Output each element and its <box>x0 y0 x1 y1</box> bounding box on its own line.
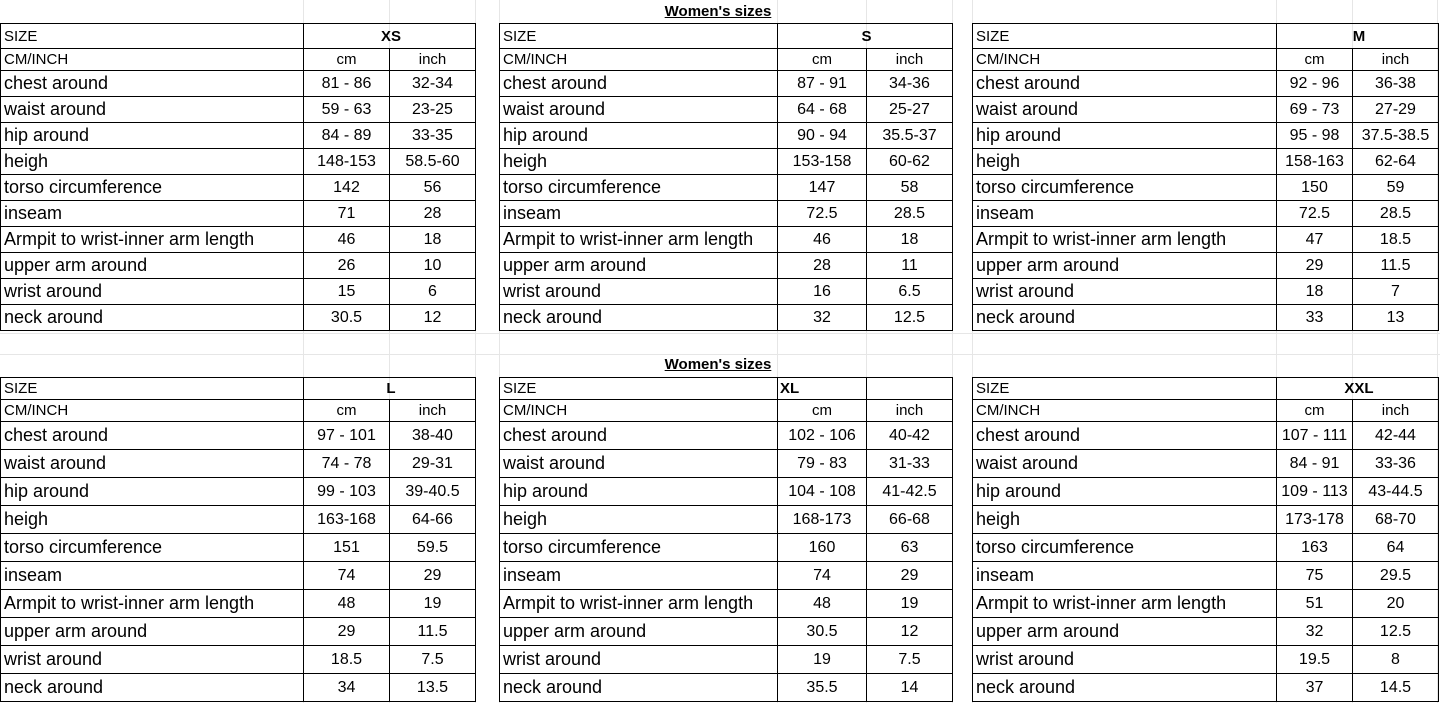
measurement-label: heigh <box>500 149 778 175</box>
size-table-m <box>972 23 1439 331</box>
size-code: XXL <box>1277 378 1439 400</box>
measurement-label: torso circumference <box>1 534 304 562</box>
table-row <box>500 646 953 674</box>
inch-value: 12.5 <box>867 305 953 331</box>
cm-value: 90 - 94 <box>778 123 867 149</box>
cm-value: 107 - 111 <box>1277 422 1353 450</box>
size-code: XS <box>304 24 476 49</box>
cm-value: 15 <box>304 279 390 305</box>
inch-value: 60-62 <box>867 149 953 175</box>
measurement-label: chest around <box>1 422 304 450</box>
measurement-label: chest around <box>1 71 304 97</box>
size-code: M <box>1277 24 1439 49</box>
unit-header-label: CM/INCH <box>1 49 304 71</box>
measurement-label: torso circumference <box>973 175 1277 201</box>
measurement-label: torso circumference <box>500 534 778 562</box>
inch-value: 34-36 <box>867 71 953 97</box>
table-row <box>973 149 1439 175</box>
cm-value: 19 <box>778 646 867 674</box>
table-row <box>500 149 953 175</box>
inch-column-header: inch <box>1353 49 1439 71</box>
table-row <box>1 534 476 562</box>
table-row <box>500 227 953 253</box>
inch-value: 39-40.5 <box>390 478 476 506</box>
cm-column-header: cm <box>778 49 867 71</box>
measurement-label: Armpit to wrist-inner arm length <box>500 590 778 618</box>
cm-value: 48 <box>304 590 390 618</box>
cm-value: 35.5 <box>778 674 867 702</box>
inch-value: 43-44.5 <box>1353 478 1439 506</box>
measurement-label: upper arm around <box>1 253 304 279</box>
table-row <box>500 123 953 149</box>
inch-value: 10 <box>390 253 476 279</box>
cm-value: 51 <box>1277 590 1353 618</box>
cm-value: 64 - 68 <box>778 97 867 123</box>
cm-value: 48 <box>778 590 867 618</box>
section-title: Women's sizes <box>664 3 772 20</box>
unit-header-label: CM/INCH <box>500 400 778 422</box>
inch-value: 19 <box>390 590 476 618</box>
table-row <box>973 562 1439 590</box>
inch-value: 63 <box>867 534 953 562</box>
inch-value: 56 <box>390 175 476 201</box>
measurement-label: neck around <box>500 305 778 331</box>
inch-value: 23-25 <box>390 97 476 123</box>
inch-value: 41-42.5 <box>867 478 953 506</box>
inch-value: 31-33 <box>867 450 953 478</box>
table-row <box>973 175 1439 201</box>
table-row <box>500 253 953 279</box>
table-row <box>1 305 476 331</box>
measurement-label: waist around <box>500 97 778 123</box>
cm-value: 79 - 83 <box>778 450 867 478</box>
table-row <box>973 674 1439 702</box>
cm-column-header: cm <box>1277 400 1353 422</box>
table-row <box>500 175 953 201</box>
measurement-label: Armpit to wrist-inner arm length <box>973 227 1277 253</box>
table-row <box>1 618 476 646</box>
cm-value: 150 <box>1277 175 1353 201</box>
inch-column-header: inch <box>1353 400 1439 422</box>
inch-value: 59.5 <box>390 534 476 562</box>
cm-value: 104 - 108 <box>778 478 867 506</box>
cm-value: 153-158 <box>778 149 867 175</box>
table-row <box>1 149 476 175</box>
section-title: Women's sizes <box>664 356 772 373</box>
inch-value: 42-44 <box>1353 422 1439 450</box>
inch-value: 18 <box>390 227 476 253</box>
measurement-label: wrist around <box>973 646 1277 674</box>
cm-value: 160 <box>778 534 867 562</box>
table-row <box>1 450 476 478</box>
size-code: L <box>304 378 476 400</box>
inch-column-header: inch <box>867 400 953 422</box>
measurement-label: torso circumference <box>500 175 778 201</box>
table-row <box>1 562 476 590</box>
table-row <box>1 478 476 506</box>
measurement-label: Armpit to wrist-inner arm length <box>500 227 778 253</box>
cm-value: 32 <box>1277 618 1353 646</box>
cm-value: 72.5 <box>778 201 867 227</box>
table-row <box>1 422 476 450</box>
table-row <box>973 618 1439 646</box>
table-row <box>973 97 1439 123</box>
inch-value: 59 <box>1353 175 1439 201</box>
cm-value: 97 - 101 <box>304 422 390 450</box>
measurement-label: chest around <box>973 422 1277 450</box>
inch-value: 35.5-37 <box>867 123 953 149</box>
cm-value: 95 - 98 <box>1277 123 1353 149</box>
cm-value: 99 - 103 <box>304 478 390 506</box>
measurement-label: torso circumference <box>973 534 1277 562</box>
cm-value: 30.5 <box>304 305 390 331</box>
table-row <box>973 227 1439 253</box>
cm-value: 16 <box>778 279 867 305</box>
inch-value: 28.5 <box>1353 201 1439 227</box>
cm-value: 19.5 <box>1277 646 1353 674</box>
size-code: S <box>778 24 953 49</box>
measurement-label: upper arm around <box>500 253 778 279</box>
table-row <box>500 305 953 331</box>
size-header-label: SIZE <box>973 24 1277 49</box>
cm-value: 168-173 <box>778 506 867 534</box>
cm-value: 18.5 <box>304 646 390 674</box>
table-row <box>1 71 476 97</box>
cm-value: 158-163 <box>1277 149 1353 175</box>
inch-value: 14.5 <box>1353 674 1439 702</box>
measurement-label: wrist around <box>1 646 304 674</box>
inch-value: 12.5 <box>1353 618 1439 646</box>
table-row <box>1 253 476 279</box>
measurement-label: waist around <box>1 450 304 478</box>
cm-value: 33 <box>1277 305 1353 331</box>
cm-value: 84 - 91 <box>1277 450 1353 478</box>
inch-value: 8 <box>1353 646 1439 674</box>
measurement-label: heigh <box>500 506 778 534</box>
inch-value: 12 <box>390 305 476 331</box>
measurement-label: inseam <box>1 562 304 590</box>
inch-value: 33-35 <box>390 123 476 149</box>
cm-value: 102 - 106 <box>778 422 867 450</box>
cm-value: 59 - 63 <box>304 97 390 123</box>
table-row <box>973 590 1439 618</box>
cm-value: 142 <box>304 175 390 201</box>
measurement-label: Armpit to wrist-inner arm length <box>1 227 304 253</box>
table-row <box>500 97 953 123</box>
measurement-label: wrist around <box>1 279 304 305</box>
cm-value: 92 - 96 <box>1277 71 1353 97</box>
table-row <box>973 506 1439 534</box>
measurement-label: neck around <box>1 305 304 331</box>
measurement-label: neck around <box>973 305 1277 331</box>
cm-value: 26 <box>304 253 390 279</box>
measurement-label: heigh <box>973 149 1277 175</box>
measurement-label: waist around <box>973 450 1277 478</box>
measurement-label: hip around <box>973 478 1277 506</box>
inch-value: 38-40 <box>390 422 476 450</box>
cm-value: 18 <box>1277 279 1353 305</box>
measurement-label: hip around <box>500 123 778 149</box>
table-row <box>500 422 953 450</box>
table-row <box>973 305 1439 331</box>
inch-value: 18.5 <box>1353 227 1439 253</box>
measurement-label: upper arm around <box>500 618 778 646</box>
cm-value: 74 - 78 <box>304 450 390 478</box>
inch-value: 29 <box>867 562 953 590</box>
inch-value: 62-64 <box>1353 149 1439 175</box>
inch-value: 32-34 <box>390 71 476 97</box>
measurement-label: hip around <box>500 478 778 506</box>
size-table-xl <box>499 377 953 702</box>
table-row <box>500 71 953 97</box>
table-row <box>1 674 476 702</box>
table-row <box>1 646 476 674</box>
size-header-label: SIZE <box>500 378 778 400</box>
inch-value: 28.5 <box>867 201 953 227</box>
table-row <box>500 478 953 506</box>
cm-value: 30.5 <box>778 618 867 646</box>
inch-value: 58 <box>867 175 953 201</box>
measurement-label: wrist around <box>500 279 778 305</box>
inch-value: 14 <box>867 674 953 702</box>
measurement-label: hip around <box>1 478 304 506</box>
table-row <box>973 534 1439 562</box>
table-row <box>500 201 953 227</box>
table-row <box>500 562 953 590</box>
inch-value: 29.5 <box>1353 562 1439 590</box>
table-row <box>500 674 953 702</box>
measurement-label: heigh <box>973 506 1277 534</box>
inch-value: 13.5 <box>390 674 476 702</box>
table-row <box>1 97 476 123</box>
cm-value: 109 - 113 <box>1277 478 1353 506</box>
inch-value: 11.5 <box>390 618 476 646</box>
cm-value: 87 - 91 <box>778 71 867 97</box>
inch-value: 68-70 <box>1353 506 1439 534</box>
table-row <box>1 279 476 305</box>
inch-value: 7.5 <box>867 646 953 674</box>
unit-header-label: CM/INCH <box>1 400 304 422</box>
measurement-label: inseam <box>1 201 304 227</box>
measurement-label: neck around <box>500 674 778 702</box>
measurement-label: heigh <box>1 149 304 175</box>
inch-value: 33-36 <box>1353 450 1439 478</box>
measurement-label: inseam <box>973 201 1277 227</box>
cm-value: 148-153 <box>304 149 390 175</box>
size-table-l <box>0 377 476 702</box>
size-header-label: SIZE <box>973 378 1277 400</box>
measurement-label: wrist around <box>973 279 1277 305</box>
cm-value: 32 <box>778 305 867 331</box>
cm-value: 29 <box>1277 253 1353 279</box>
table-row <box>973 646 1439 674</box>
measurement-label: neck around <box>973 674 1277 702</box>
cm-value: 75 <box>1277 562 1353 590</box>
inch-column-header: inch <box>390 400 476 422</box>
measurement-label: wrist around <box>500 646 778 674</box>
table-row <box>1 506 476 534</box>
measurement-label: inseam <box>500 562 778 590</box>
inch-value: 19 <box>867 590 953 618</box>
table-row <box>1 123 476 149</box>
table-row <box>500 534 953 562</box>
measurement-label: upper arm around <box>973 618 1277 646</box>
table-row <box>973 201 1439 227</box>
cm-value: 29 <box>304 618 390 646</box>
unit-header-label: CM/INCH <box>973 49 1277 71</box>
table-row <box>973 123 1439 149</box>
inch-value: 66-68 <box>867 506 953 534</box>
inch-value: 12 <box>867 618 953 646</box>
measurement-label: hip around <box>1 123 304 149</box>
cm-value: 74 <box>778 562 867 590</box>
inch-value: 11 <box>867 253 953 279</box>
table-row <box>1 227 476 253</box>
size-header-label: SIZE <box>1 378 304 400</box>
cm-value: 72.5 <box>1277 201 1353 227</box>
size-header-label: SIZE <box>500 24 778 49</box>
cm-value: 151 <box>304 534 390 562</box>
table-row <box>973 279 1439 305</box>
measurement-label: heigh <box>1 506 304 534</box>
inch-value: 11.5 <box>1353 253 1439 279</box>
inch-value: 20 <box>1353 590 1439 618</box>
table-row <box>1 175 476 201</box>
table-row <box>500 618 953 646</box>
cm-column-header: cm <box>778 400 867 422</box>
cm-value: 71 <box>304 201 390 227</box>
inch-value: 36-38 <box>1353 71 1439 97</box>
cm-value: 46 <box>778 227 867 253</box>
table-row <box>500 279 953 305</box>
measurement-label: torso circumference <box>1 175 304 201</box>
inch-value: 29 <box>390 562 476 590</box>
measurement-label: chest around <box>500 71 778 97</box>
table-row <box>500 450 953 478</box>
table-row <box>973 422 1439 450</box>
cm-value: 163 <box>1277 534 1353 562</box>
empty-cell <box>867 378 953 400</box>
size-table-xxl <box>972 377 1439 702</box>
cm-value: 81 - 86 <box>304 71 390 97</box>
cm-value: 34 <box>304 674 390 702</box>
cm-value: 47 <box>1277 227 1353 253</box>
inch-value: 7 <box>1353 279 1439 305</box>
inch-value: 58.5-60 <box>390 149 476 175</box>
cm-column-header: cm <box>1277 49 1353 71</box>
measurement-label: neck around <box>1 674 304 702</box>
size-header-label: SIZE <box>1 24 304 49</box>
inch-value: 40-42 <box>867 422 953 450</box>
measurement-label: waist around <box>1 97 304 123</box>
measurement-label: inseam <box>500 201 778 227</box>
inch-value: 25-27 <box>867 97 953 123</box>
measurement-label: Armpit to wrist-inner arm length <box>973 590 1277 618</box>
cm-value: 74 <box>304 562 390 590</box>
inch-value: 6.5 <box>867 279 953 305</box>
size-table-xs <box>0 23 476 331</box>
cm-value: 28 <box>778 253 867 279</box>
cm-value: 147 <box>778 175 867 201</box>
table-row <box>1 201 476 227</box>
measurement-label: chest around <box>973 71 1277 97</box>
measurement-label: Armpit to wrist-inner arm length <box>1 590 304 618</box>
cm-column-header: cm <box>304 400 390 422</box>
measurement-label: hip around <box>973 123 1277 149</box>
table-row <box>500 590 953 618</box>
inch-value: 64 <box>1353 534 1439 562</box>
measurement-label: waist around <box>973 97 1277 123</box>
cm-column-header: cm <box>304 49 390 71</box>
inch-value: 29-31 <box>390 450 476 478</box>
cm-value: 84 - 89 <box>304 123 390 149</box>
unit-header-label: CM/INCH <box>500 49 778 71</box>
table-row <box>973 253 1439 279</box>
inch-column-header: inch <box>390 49 476 71</box>
inch-value: 18 <box>867 227 953 253</box>
table-row <box>973 450 1439 478</box>
inch-value: 37.5-38.5 <box>1353 123 1439 149</box>
unit-header-label: CM/INCH <box>973 400 1277 422</box>
inch-value: 6 <box>390 279 476 305</box>
measurement-label: chest around <box>500 422 778 450</box>
measurement-label: upper arm around <box>973 253 1277 279</box>
cm-value: 163-168 <box>304 506 390 534</box>
table-row <box>973 71 1439 97</box>
size-code: XL <box>778 378 867 400</box>
cm-value: 46 <box>304 227 390 253</box>
inch-value: 7.5 <box>390 646 476 674</box>
inch-column-header: inch <box>867 49 953 71</box>
inch-value: 13 <box>1353 305 1439 331</box>
inch-value: 28 <box>390 201 476 227</box>
table-row <box>500 506 953 534</box>
cm-value: 37 <box>1277 674 1353 702</box>
inch-value: 64-66 <box>390 506 476 534</box>
size-table-s <box>499 23 953 331</box>
measurement-label: inseam <box>973 562 1277 590</box>
inch-value: 27-29 <box>1353 97 1439 123</box>
cm-value: 69 - 73 <box>1277 97 1353 123</box>
measurement-label: waist around <box>500 450 778 478</box>
table-row <box>973 478 1439 506</box>
cm-value: 173-178 <box>1277 506 1353 534</box>
table-row <box>1 590 476 618</box>
measurement-label: upper arm around <box>1 618 304 646</box>
